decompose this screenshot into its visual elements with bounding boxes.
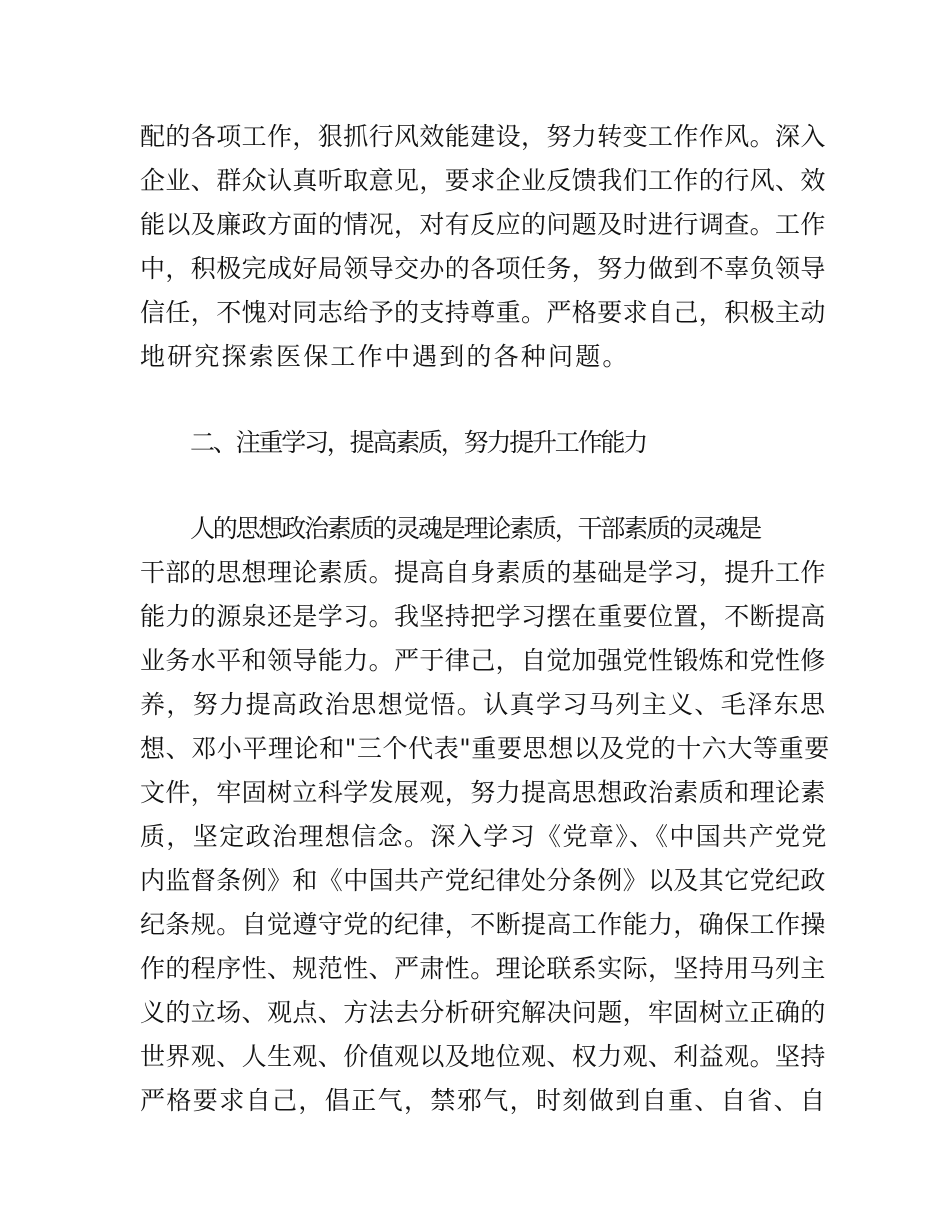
paragraph-2-line: 世界观、人生观、价值观以及地位观、权力观、利益观。坚持 bbox=[140, 1042, 826, 1071]
paragraph-2-line: 严格要求自己，倡正气，禁邪气，时刻做到自重、自省、自 bbox=[140, 1086, 827, 1115]
paragraph-1-line: 能以及廉政方面的情况，对有反应的问题及时进行调查。工作 bbox=[140, 210, 826, 239]
paragraph-2-line: 纪条规。自觉遵守党的纪律，不断提高工作能力，确保工作操 bbox=[140, 910, 826, 939]
section-heading: 二、注重学习，提高素质，努力提升工作能力 bbox=[190, 428, 647, 457]
paragraph-1-line: 信任，不愧对同志给予的支持尊重。严格要求自己，积极主动 bbox=[140, 298, 826, 327]
paragraph-2-line: 义的立场、观点、方法去分析研究解决问题，牢固树立正确的 bbox=[140, 998, 826, 1027]
paragraph-2-line: 文件，牢固树立科学发展观，努力提高思想政治素质和理论素 bbox=[140, 778, 826, 807]
paragraph-1-line: 配的各项工作，狠抓行风效能建设，努力转变工作作风。深入 bbox=[140, 122, 826, 151]
paragraph-2-line: 业务水平和领导能力。严于律己，自觉加强党性锻炼和党性修 bbox=[140, 646, 826, 675]
paragraph-1-line: 地研究探索医保工作中遇到的各种问题。 bbox=[140, 342, 630, 371]
paragraph-2-line: 内监督条例》和《中国共产党纪律处分条例》以及其它党纪政 bbox=[140, 866, 826, 895]
paragraph-1-line: 中，积极完成好局领导交办的各项任务，努力做到不辜负领导 bbox=[140, 254, 826, 283]
paragraph-2-line: 想、邓小平理论和"三个代表"重要思想以及党的十六大等重要 bbox=[140, 734, 830, 763]
paragraph-2-line: 干部的思想理论素质。提高自身素质的基础是学习，提升工作 bbox=[140, 558, 826, 587]
paragraph-2-line: 能力的源泉还是学习。我坚持把学习摆在重要位置，不断提高 bbox=[140, 602, 826, 631]
paragraph-2-line: 作的程序性、规范性、严肃性。理论联系实际，坚持用马列主 bbox=[140, 954, 826, 983]
paragraph-2-line: 养，努力提高政治思想觉悟。认真学习马列主义、毛泽东思 bbox=[140, 690, 827, 719]
paragraph-1-line: 企业、群众认真听取意见，要求企业反馈我们工作的行风、效 bbox=[140, 166, 826, 195]
paragraph-2-line: 质，坚定政治理想信念。深入学习《党章》、《中国共产党党 bbox=[140, 822, 828, 851]
paragraph-2-line: 人的思想政治素质的灵魂是理论素质，干部素质的灵魂是 bbox=[190, 514, 761, 543]
